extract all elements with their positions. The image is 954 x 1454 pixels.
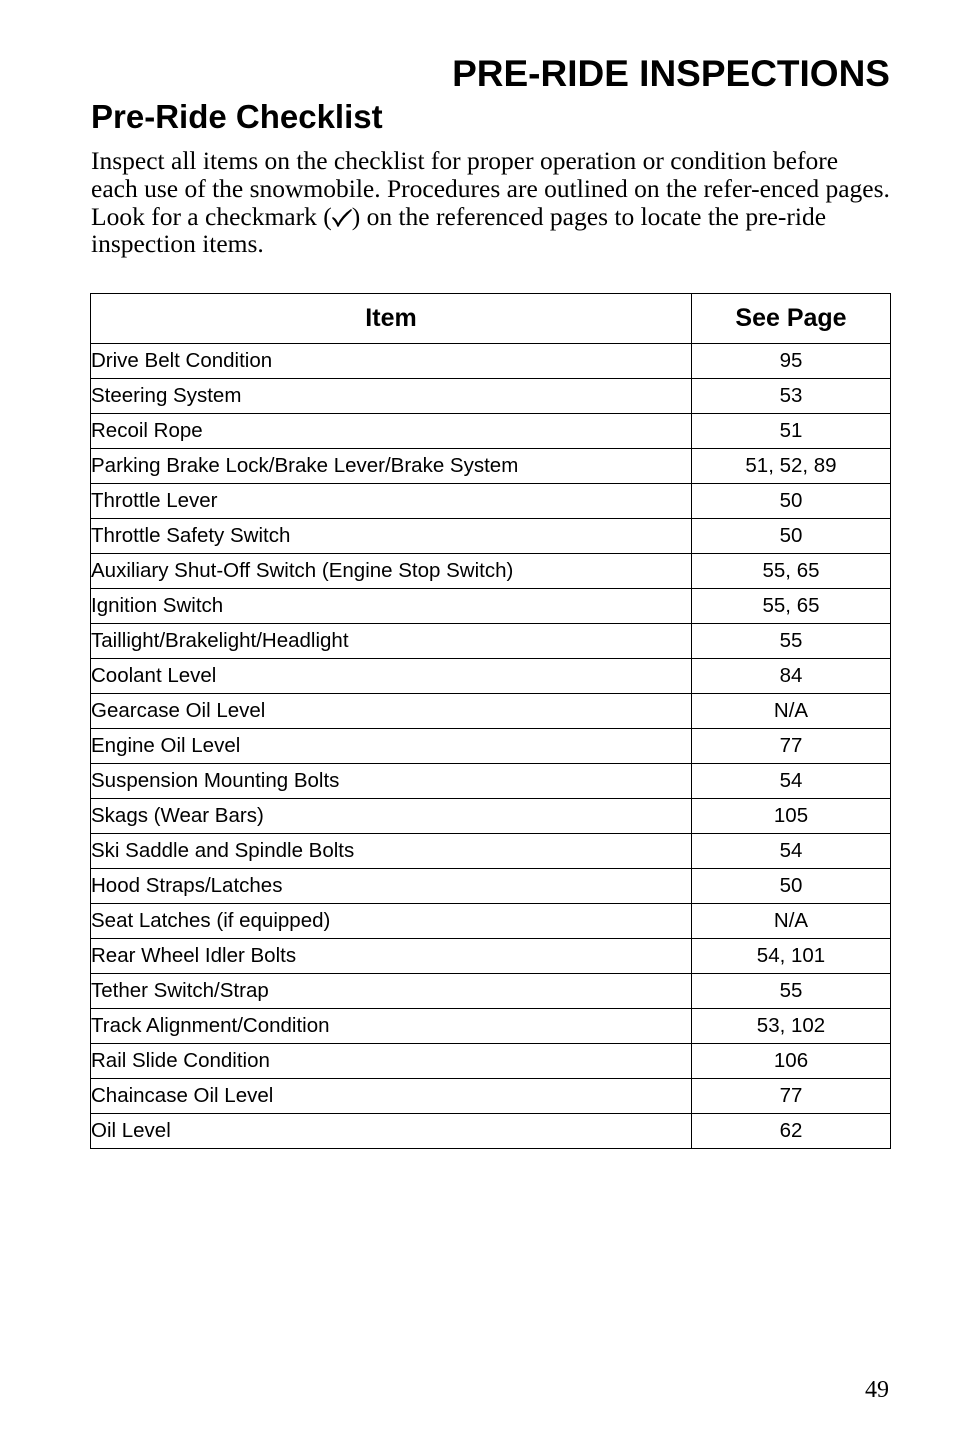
table-row bbox=[91, 939, 891, 974]
page-heading: Pre-Ride Checklist bbox=[91, 98, 383, 135]
table-row bbox=[91, 379, 891, 414]
page-cell: 50 bbox=[692, 869, 891, 904]
page-cell: 54 bbox=[692, 764, 891, 799]
table-row bbox=[91, 519, 891, 554]
table-row bbox=[91, 834, 891, 869]
item-cell: Seat Latches (if equipped) bbox=[91, 904, 692, 939]
page-cell: 84 bbox=[692, 659, 891, 694]
checklist-table bbox=[90, 293, 891, 1149]
table-row bbox=[91, 344, 891, 379]
item-cell: Auxiliary Shut-Off Switch (Engine Stop Switch) bbox=[91, 554, 692, 589]
item-cell: Coolant Level bbox=[91, 659, 692, 694]
page-cell: 51, 52, 89 bbox=[692, 449, 891, 484]
item-cell: Throttle Safety Switch bbox=[91, 519, 692, 554]
item-cell: Rail Slide Condition bbox=[91, 1044, 692, 1079]
table-row bbox=[91, 414, 891, 449]
page-cell: 77 bbox=[692, 729, 891, 764]
table-row bbox=[91, 1079, 891, 1114]
item-cell: Parking Brake Lock/Brake Lever/Brake System bbox=[91, 449, 692, 484]
item-cell: Engine Oil Level bbox=[91, 729, 692, 764]
page-cell: 53 bbox=[692, 379, 891, 414]
page-cell: 54, 101 bbox=[692, 939, 891, 974]
page-cell: 105 bbox=[692, 799, 891, 834]
table-row bbox=[91, 1009, 891, 1044]
table-row bbox=[91, 694, 891, 729]
page-cell: 54 bbox=[692, 834, 891, 869]
table-row bbox=[91, 729, 891, 764]
column-header-item: Item bbox=[91, 294, 692, 344]
item-cell: Throttle Lever bbox=[91, 484, 692, 519]
table-row bbox=[91, 554, 891, 589]
page-cell: 53, 102 bbox=[692, 1009, 891, 1044]
item-cell: Suspension Mounting Bolts bbox=[91, 764, 692, 799]
table-row bbox=[91, 1044, 891, 1079]
page-number: 49 bbox=[865, 1377, 889, 1403]
item-cell: Drive Belt Condition bbox=[91, 344, 692, 379]
table-row bbox=[91, 449, 891, 484]
item-cell: Hood Straps/Latches bbox=[91, 869, 692, 904]
item-cell: Taillight/Brakelight/Headlight bbox=[91, 624, 692, 659]
item-cell: Chaincase Oil Level bbox=[91, 1079, 692, 1114]
section-title: PRE-RIDE INSPECTIONS bbox=[452, 53, 890, 94]
item-cell: Rear Wheel Idler Bolts bbox=[91, 939, 692, 974]
table-row bbox=[91, 1114, 891, 1149]
item-cell: Recoil Rope bbox=[91, 414, 692, 449]
item-cell: Ignition Switch bbox=[91, 589, 692, 624]
table-row bbox=[91, 904, 891, 939]
table-row bbox=[91, 799, 891, 834]
item-cell: Ski Saddle and Spindle Bolts bbox=[91, 834, 692, 869]
page-cell: 50 bbox=[692, 519, 891, 554]
page-cell: 62 bbox=[692, 1114, 891, 1149]
page-cell: 95 bbox=[692, 344, 891, 379]
page-cell: 51 bbox=[692, 414, 891, 449]
item-cell: Tether Switch/Strap bbox=[91, 974, 692, 1009]
page-cell: 77 bbox=[692, 1079, 891, 1114]
item-cell: Oil Level bbox=[91, 1114, 692, 1149]
page-cell: 55 bbox=[692, 974, 891, 1009]
page-cell: 106 bbox=[692, 1044, 891, 1079]
page-cell: 55, 65 bbox=[692, 554, 891, 589]
table-row bbox=[91, 589, 891, 624]
table-row bbox=[91, 764, 891, 799]
item-cell: Gearcase Oil Level bbox=[91, 694, 692, 729]
page-cell: N/A bbox=[692, 694, 891, 729]
table-row bbox=[91, 624, 891, 659]
intro-paragraph bbox=[91, 147, 891, 258]
intro-text-after-icon: ) on the referenced pages to locate the pre-ride inspection items. bbox=[91, 201, 827, 259]
table-row bbox=[91, 484, 891, 519]
page-cell: N/A bbox=[692, 904, 891, 939]
intro-text-before-icon: Inspect all items on the checklist for proper operation or condition before each use of the snowmobile. Procedures are outlined on the refer-enced pages. Look for a checkmark ( bbox=[91, 146, 890, 231]
table-row bbox=[91, 869, 891, 904]
item-cell: Skags (Wear Bars) bbox=[91, 799, 692, 834]
column-header-see-page: See Page bbox=[692, 294, 891, 344]
table-row bbox=[91, 659, 891, 694]
item-cell: Track Alignment/Condition bbox=[91, 1009, 692, 1044]
item-cell: Steering System bbox=[91, 379, 692, 414]
table-row bbox=[91, 974, 891, 1009]
checkmark-icon bbox=[332, 209, 352, 227]
table-header-row bbox=[91, 294, 891, 344]
page-cell: 50 bbox=[692, 484, 891, 519]
page-cell: 55 bbox=[692, 624, 891, 659]
page-cell: 55, 65 bbox=[692, 589, 891, 624]
checklist-body bbox=[91, 344, 891, 1149]
